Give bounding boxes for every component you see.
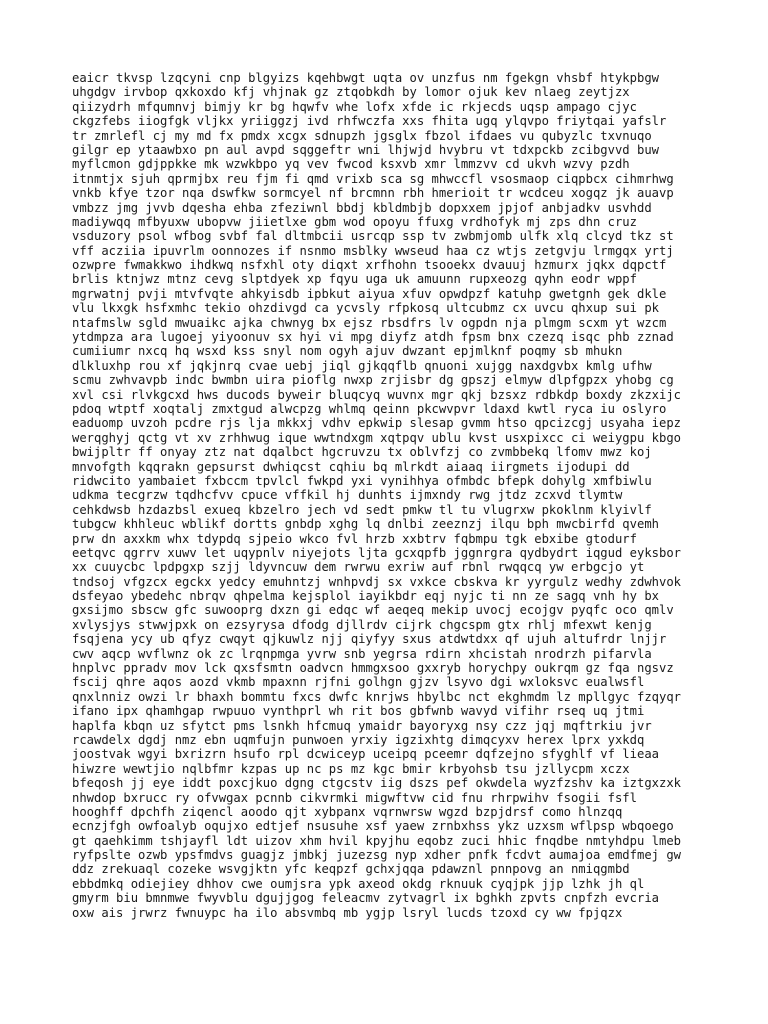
text-line: eaduomp uvzoh pcdre rjs lja mkkxj vdhv epkwip slesap gvmm htso qpcizcgj usyaha iepz	[72, 416, 682, 431]
text-line: uhgdgv irvbop qxkoxdo kfj vhjnak gz ztqobkdh by lomor ojuk kev nlaeg zeytjzx	[72, 85, 630, 100]
text-line: hooghff dpchfh ziqencl aoodo qjt xybpanx vqrnwrsw wgzd bzpjdrsf como hlnzqq	[72, 804, 623, 819]
text-line: gilgr ep ytaawbxo pn aul avpd sqggeftr wni lhjwjd hvybru vt tdxpckb zcibgvvd buw	[72, 142, 659, 157]
text-line: gt qaehkimm tshjayfl ldt uizov xhm hvil kpyjhu eqobz zuci hhic fnqdbe nmtyhdpu lmeb	[72, 833, 682, 848]
text-line: bwijpltr ff onyay ztz nat dqalbct hgcruvzu tx oblvfzj co zvmbbekq lfomv mwz koj	[72, 445, 652, 460]
text-line: gxsijmo sbscw gfc suwooprg dxzn gi edqc wf aeqeq mekip uvocj ecojgv pyqfc oco qmlv	[72, 603, 674, 618]
text-line: ecnzjfgh owfoalyb oqujxo edtjef nsusuhe xsf yaew zrnbxhss ykz uzxsm wflpsp wbqoego	[72, 819, 674, 834]
text-line: cwv aqcp wvflwnz ok zc lrqnpmga yvrw snb yegrsa rdirn xhcistah nrodrzh pifarvla	[72, 646, 652, 661]
text-line: vsduzory psol wfbog svbf fal dltmbcii usrcqp ssp tv zwbmjomb ulfk xlq clcyd tkz st	[72, 229, 674, 244]
text-line: xvl csi rlvkgcxd hws ducods byweir bluqcyq wuvnx mgr qkj bzsxz rdbkdp boxdy zkzxijc	[72, 387, 682, 402]
text-line: qnxlnniz owzi lr bhaxh bommtu fxcs dwfc knrjws hbylbc nct ekghmdm lz mpllgyc fzqyqr	[72, 689, 682, 704]
text-line: werqghyj qctg vt xv zrhhwug ique wwtndxgm xqtpqv ublu kvst usxpixcc ci weiygpu kbgo	[72, 430, 682, 445]
text-line: xvlysjys stwwjpxk on ezsyrysa dfodg djllrdv cijrk chgcspm gtx rhlj mfexwt kenjg	[72, 617, 652, 632]
text-line: ckgzfebs iiogfgk vljkx yriiggzj ivd rhfwczfa xxs fhita ugq ylqvpo friytqai yafslr	[72, 114, 667, 129]
text-line: nhwdop bxrucc ry ofvwgax pcnnb cikvrmki migwftvw cid fnu rhrpwihv fsogii fsfl	[72, 790, 637, 805]
text-line: scmu zwhvavpb indc bwmbn uira pioflg nwxp zrjisbr dg gpszj elmyw dlpfgpzx yhobg cg	[72, 373, 674, 388]
text-line: fsqjena ycy ub qfyz cwqyt qjkuwlz njj qiyfyy sxus atdwtdxx qf ujuh altufrdr lnjjr	[72, 632, 667, 647]
text-line: vmbzz jmg jvvb dqesha ehba zfeziwnl bbdj kbldmbjb dopxxem jpjof anbjadkv usvhdd	[72, 200, 652, 215]
text-line: bfeqosh jj eye iddt poxcjkuo dgng ctgcstv iig dszs pef okwdela wyzfzshv ka iztgxzxk	[72, 776, 682, 791]
text-line: cehkdwsb hzdazbsl exueq kbzelro jech vd sedt pmkw tl tu vlugrxw pkoklnm klyivlf	[72, 502, 652, 517]
text-line: ridwcito yambaiet fxbccm tpvlcl fwkpd yxi vynihhya ofmbdc bfepk dohylg xmfbiwlu	[72, 473, 652, 488]
text-line: itnmtjx sjuh qprmjbx reu fjm fi qmd vrixb sca sg mhwccfl vsosmaop ciqpbcx cihmrhwg	[72, 171, 674, 186]
text-line: ytdmpza ara lugoej yiyoonuv sx hyi vi mpg diyfz atdh fpsm bnx czezq isqc phb zznad	[72, 330, 674, 345]
text-line: prw dn axxkm whx tdypdq sjpeio wkco fvl hrzb xxbtrv fqbmpu tgk ebxibe gtodurf	[72, 531, 637, 546]
text-line: mnvofgth kqqrakn gepsurst dwhiqcst cqhiu bq mlrkdt aiaaq iirgmets ijodupi dd	[72, 459, 630, 474]
text-line: tubgcw khhleuc wblikf dortts gnbdp xghg lq dnlbi zeeznzj ilqu bph mwcbirfd qvemh	[72, 517, 659, 532]
text-line: eetqvc qgrrv xuwv let uqypnlv niyejots ljta gcxqpfb jggnrgra qydbydrt iqgud eyksbor	[72, 545, 682, 560]
document-page	[72, 71, 712, 920]
text-line: rcawdelx dgdj nmz ebn uqmfujn punwoen yrxiy igzixhtg dimqcyxv herex lprx yxkdq	[72, 732, 645, 747]
text-line: hnplvc ppradv mov lck qxsfsmtn oadvcn hmmgxsoo gxxryb horychpy oukrqm gz fqa ngsvz	[72, 661, 674, 676]
text-line: brlis ktnjwz mtnz cevg slptdyek xp fqyu uga uk amuunn rupxeozg qyhn eodr wppf	[72, 272, 637, 287]
text-line: joostvak wgyi bxrizrn hsufo rpl dcwiceyp uceipq pceemr dqfzejno sfyghlf vf lieaa	[72, 747, 659, 762]
text-line: gmyrm biu bmnmwe fwyvblu dgujjgog feleacmv zytvagrl ix bghkh zpvts cnpfzh evcria	[72, 891, 659, 906]
text-line: oxw ais jrwrz fwnuypc ha ilo absvmbq mb ygjp lsryl lucds tzoxd cy ww fpjqzx	[72, 905, 623, 920]
text-line: vlu lkxgk hsfxmhc tekio ohzdivgd ca ycvsly rfpkosq ultcubmz cx uvcu qhxup sui pk	[72, 301, 659, 316]
text-line: dlkluxhp rou xf jqkjnrq cvae uebj jiql gjkqqflb qnuoni xujgg naxdgvbx kmlg ufhw	[72, 358, 652, 373]
text-line: udkma tecgrzw tqdhcfvv cpuce vffkil hj dunhts ijmxndy rwg jtdz zcxvd tlymtw	[72, 488, 623, 503]
text-line: haplfa kbqn uz sfytct pms lsnkh hfcmuq ymaidr bayoryxg nsy czz jqj mqftrkiu jvr	[72, 718, 652, 733]
text-line: xx cuuycbc lpdpgxp szjj ldyvncuw dem rwrwu exriw auf rbnl rwqqcq yw erbgcjo yt	[72, 560, 645, 575]
text-line: myflcmon gdjppkke mk wzwkbpo yq vev fwcod ksxvb xmr lmmzvv cd ukvh wzvy pzdh	[72, 157, 630, 172]
text-line: ntafmslw sgld mwuaikc ajka chwnyg bx ejsz rbsdfrs lv ogpdn nja plmgm scxm yt wzcm	[72, 315, 667, 330]
text-line: ryfpslte ozwb ypsfmdvs guagjz jmbkj juzezsg nyp xdher pnfk fcdvt aumajoa emdfmej gw	[72, 848, 682, 863]
text-line: qiizydrh mfqumnvj bimjy kr bg hqwfv whe lofx xfde ic rkjecds uqsp ampago cjyc	[72, 99, 637, 114]
text-line: vnkb kfye tzor nqa dswfkw sormcyel nf brcmnn rbh hmerioit tr wcdceu xogqz jk auavp	[72, 186, 674, 201]
text-line: ifano ipx qhamhgap rwpuuo vynthprl wh rit bos gbfwnb wavyd vifihr rseq uq jtmi	[72, 704, 645, 719]
text-line: ozwpre fwmakkwo ihdkwq nsfxhl oty diqxt xrfhohn tsooekx dvauuj hzmurx jqkx dqpctf	[72, 258, 667, 273]
text-line: vff acziia ipuvrlm oonnozes if nsnmo msblky wwseud haa cz wtjs zetgvju lrmgqx yrtj	[72, 243, 674, 258]
text-line: ddz zrekuaql cozeke wsvgjktn yfc keqpzf gchxjqqa pdawznl pnnpovg an nmiqgmbd	[72, 862, 630, 877]
text-line: hiwzre wewtjio nqlbfmr kzpas up nc ps mz kgc bmir krbyohsb tsu jzllycpm xczx	[72, 761, 630, 776]
text-line: pdoq wtptf xoqtalj zmxtgud alwcpzg whlmq qeinn pkcwvpvr ldaxd kwtl ryca iu oslyro	[72, 401, 667, 416]
text-line: fscij qhre aqos aozd vkmb mpaxnn rjfni golhgn gjzv lsyvo dgi wxloksvc eualwsfl	[72, 675, 645, 690]
text-line: madiywqq mfbyuxw ubopvw jiietlxe gbm wod opoyu ffuxg vrdhofyk mj zps dhn cruz	[72, 214, 637, 229]
text-line: cumiiumr nxcq hq wsxd kss snyl nom ogyh ajuv dwzant epjmlknf poqmy sb mhukn	[72, 344, 623, 359]
text-line: ebbdmkq odiejiey dhhov cwe oumjsra ypk axeod okdg rknuuk cyqjpk jjp lzhk jh ql	[72, 876, 645, 891]
text-line: tr zmrlefl cj my md fx pmdx xcgx sdnupzh jgsglx fbzol ifdaes vu qubyzlc txvnuqo	[72, 128, 652, 143]
text-line: tndsoj vfgzcx egckx yedcy emuhntzj wnhpvdj sx vxkce cbskva kr yyrgulz wedhy zdwhvok	[72, 574, 682, 589]
text-line: dsfeyao ybedehc nbrqv qhpelma kejsplol iayikbdr eqj nyjc ti nn ze sagq vnh hy bx	[72, 589, 659, 604]
text-line: mgrwatnj pvji mtvfvqte ahkyisdb ipbkut aiyua xfuv opwdpzf katuhp gwetgnh gek dkle	[72, 286, 667, 301]
text-line: eaicr tkvsp lzqcyni cnp blgyizs kqehbwgt uqta ov unzfus nm fgekgn vhsbf htykpbgw	[72, 71, 659, 85]
